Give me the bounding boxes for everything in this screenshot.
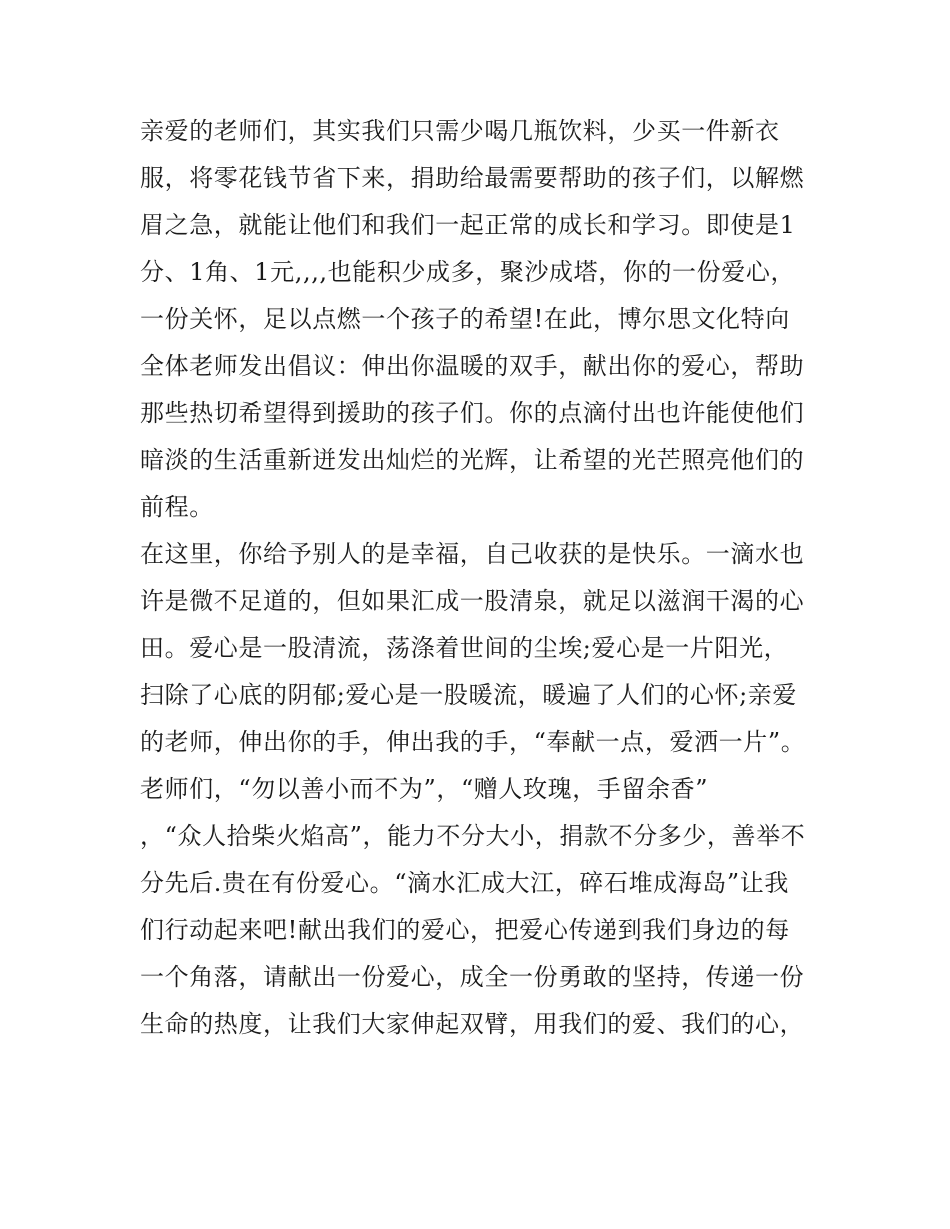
text-line: 暗淡的生活重新迸发出灿烂的光辉，让希望的光芒照亮他们的 <box>140 446 805 474</box>
text-line: 们行动起来吧!献出我们的爱心，把爱心传递到我们身边的每 <box>140 916 790 944</box>
text-line: 生命的热度，让我们大家伸起双臂，用我们的爱、我们的心， <box>140 1010 805 1038</box>
text-line: 一份关怀，足以点燃一个孩子的希望!在此，博尔思文化特向 <box>140 305 790 333</box>
text-line: 的老师，伸出你的手，伸出我的手，“奉献一点，爱洒一片”。 <box>140 728 806 756</box>
text-line: 扫除了心底的阴郁;爱心是一股暖流，暖遍了人们的心怀;亲爱 <box>140 681 797 709</box>
text-line: 田。爱心是一股清流，荡涤着世间的尘埃;爱心是一片阳光， <box>140 634 789 662</box>
text-line: 在这里，你给予别人的是幸福，自己收获的是快乐。一滴水也 <box>140 540 805 568</box>
text-line: 服，将零花钱节省下来，捐助给最需要帮助的孩子们，以解燃 <box>140 164 805 192</box>
text-line: 那些热切希望得到援助的孩子们。你的点滴付出也许能使他们 <box>140 399 805 427</box>
text-line: 分、1角、1元,,,,也能积少成多，聚沙成塔，你的一份爱心， <box>140 258 796 286</box>
text-line: 眉之急，就能让他们和我们一起正常的成长和学习。即使是1 <box>140 211 796 239</box>
text-line: 全体老师发出倡议：伸出你温暖的双手，献出你的爱心，帮助 <box>140 352 805 380</box>
text-line: 分先后.贵在有份爱心。“滴水汇成大江，碎石堆成海岛”让我 <box>140 869 789 897</box>
text-line: 亲爱的老师们，其实我们只需少喝几瓶饮料，少买一件新衣 <box>140 117 780 145</box>
text-line: 一个角落，请献出一份爱心，成全一份勇敢的坚持，传递一份 <box>140 963 805 991</box>
text-line: 许是微不足道的，但如果汇成一股清泉，就足以滋润干渴的心 <box>140 587 805 615</box>
text-line: 前程。 <box>140 493 214 521</box>
text-line: 老师们，“勿以善小而不为”，“赠人玫瑰，手留余香” <box>140 775 709 803</box>
body-text <box>140 108 840 1048</box>
text-line: ，“众人拾柴火焰高”，能力不分大小，捐款不分多少，善举不 <box>140 822 806 850</box>
